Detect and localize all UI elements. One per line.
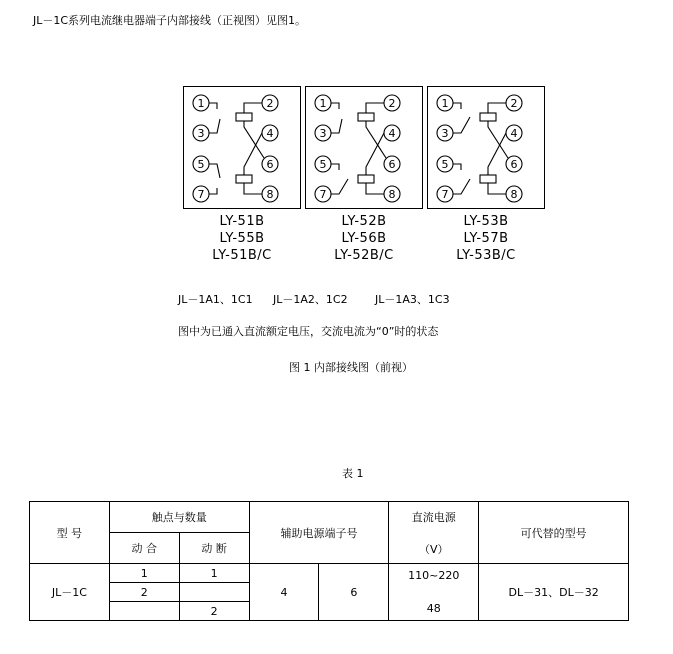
wiring-diagram-3-svg: [428, 87, 546, 210]
cell-aux-2: 6: [319, 564, 389, 621]
diagram-2-label-1: LY-52B: [341, 214, 387, 229]
diagram-2-label-2: LY-56B: [341, 231, 387, 246]
terminal-1-label: 1: [441, 97, 449, 110]
terminal-2-label: 2: [510, 97, 518, 110]
diagram-3-label-2: LY-57B: [463, 231, 509, 246]
type-note-2: JL－1A2、1C2: [273, 293, 348, 306]
terminal-8-label: 8: [266, 188, 274, 201]
terminal-2-label: 2: [388, 97, 396, 110]
type-note-3: JL－1A3、1C3: [375, 293, 450, 306]
header-model: 型 号: [30, 502, 110, 564]
intro-text: JL－1C系列电流继电器端子内部接线（正视图）见图1。: [33, 14, 307, 27]
cell-aux-1: 4: [249, 564, 319, 621]
cell-make-1: 1: [109, 564, 179, 583]
coil-lower: [358, 175, 374, 183]
contact-5-7: [209, 164, 220, 178]
terminal-2-label: 2: [266, 97, 274, 110]
terminal-1-label: 1: [319, 97, 327, 110]
wiring-diagram-3: [427, 86, 545, 209]
terminal-1-label: 1: [197, 97, 205, 110]
diagram-1-labels: [172, 213, 312, 264]
header-break-contact: 动 断: [179, 533, 249, 564]
wiring-diagram-1-svg: [184, 87, 302, 210]
cell-break-2: [179, 583, 249, 602]
cell-break-1: 1: [179, 564, 249, 583]
terminal-4-label: 4: [388, 127, 396, 140]
coil-upper: [358, 113, 374, 121]
contact-5-7: [331, 164, 339, 170]
coil-upper: [236, 113, 252, 121]
terminal-4-label: 4: [266, 127, 274, 140]
cell-make-3: [109, 602, 179, 621]
diagram-1-label-2: LY-55B: [219, 231, 265, 246]
terminal-6-label: 6: [388, 158, 396, 171]
terminal-3-label: 3: [319, 127, 327, 140]
header-dc-supply: [389, 502, 479, 564]
terminal-6-label: 6: [510, 158, 518, 171]
wiring-diagram-1: [183, 86, 301, 209]
cell-break-3: 2: [179, 602, 249, 621]
diagram-2-labels: [294, 213, 434, 264]
terminal-3-label: 3: [197, 127, 205, 140]
terminal-7-label: 7: [197, 188, 205, 201]
diagram-3-label-1: LY-53B: [463, 214, 509, 229]
terminal-7-label: 7: [441, 188, 449, 201]
cell-replacement: DL－31、DL－32: [479, 564, 629, 621]
cell-dc: [389, 564, 479, 621]
diagram-3-labels: [416, 213, 556, 264]
coil-lower: [236, 175, 252, 183]
wiring-diagram-2-svg: [306, 87, 424, 210]
header-dc-title: 直流电源: [411, 510, 456, 524]
coil-lower: [480, 175, 496, 183]
diagram-2-label-3: LY-52B/C: [334, 248, 394, 263]
header-replacement: 可代替的型号: [479, 502, 629, 564]
terminal-5-label: 5: [441, 158, 449, 171]
cell-dc-2: 48: [426, 602, 441, 615]
contact-1-3: [209, 103, 217, 109]
terminal-6-label: 6: [266, 158, 274, 171]
terminal-4-label: 4: [510, 127, 518, 140]
terminal-5-label: 5: [319, 158, 327, 171]
terminal-8-label: 8: [388, 188, 396, 201]
header-dc-unit: （V）: [419, 542, 449, 556]
contact-5-7: [453, 164, 461, 170]
cell-make-2: 2: [109, 583, 179, 602]
contact-1-3: [331, 103, 339, 109]
header-aux-terminals: 辅助电源端子号: [249, 502, 389, 564]
cell-dc-1: 110~220: [408, 569, 460, 582]
state-note: 图中为已通入直流额定电压，交流电流为“0”时的状态: [178, 325, 439, 338]
diagram-3-label-3: LY-53B/C: [456, 248, 516, 263]
cell-model: JL－1C: [30, 564, 110, 621]
diagram-1-label-3: LY-51B/C: [212, 248, 272, 263]
spec-table: [29, 501, 629, 621]
contact-1-3: [453, 103, 461, 109]
coil-upper: [480, 113, 496, 121]
wiring-diagram-2: [305, 86, 423, 209]
table-caption: 表 1: [342, 467, 364, 480]
terminal-5-label: 5: [197, 158, 205, 171]
type-note-1: JL－1A1、1C1: [178, 293, 253, 306]
diagram-1-label-1: LY-51B: [219, 214, 265, 229]
terminal-7-label: 7: [319, 188, 327, 201]
terminal-3-label: 3: [441, 127, 449, 140]
header-make-contact: 动 合: [109, 533, 179, 564]
terminal-8-label: 8: [510, 188, 518, 201]
header-contacts: 触点与数量: [109, 502, 249, 533]
figure-caption: 图 1 内部接线图（前视）: [289, 361, 413, 374]
